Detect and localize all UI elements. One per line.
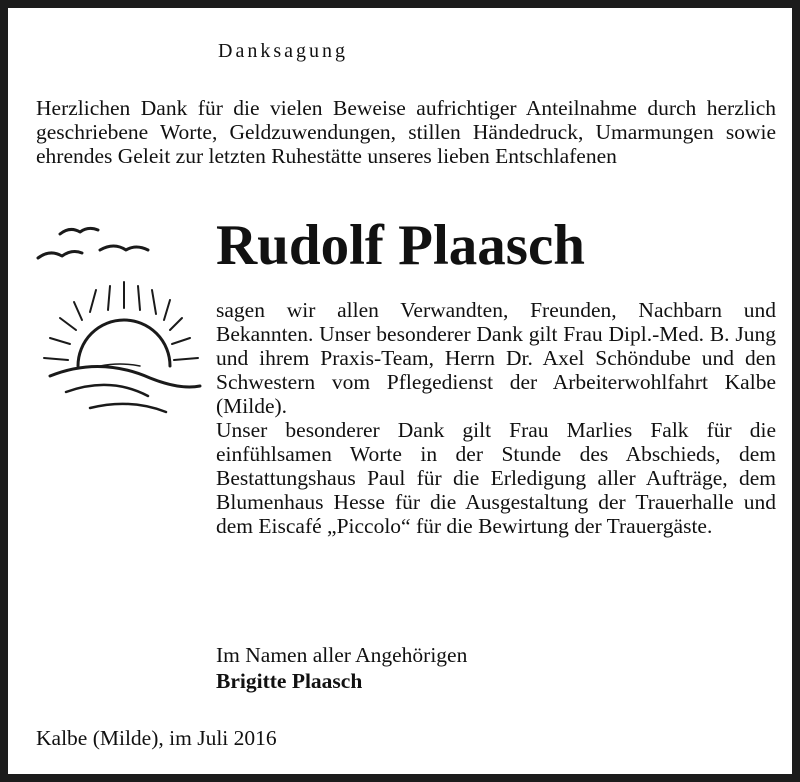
thanks-paragraph-2: Unser besonderer Dank gilt Frau Marlies Falk für die einfühlsamen Worte in der Stunde des Abschieds, dem Bestattungshaus Paul für die Erledigung aller Aufträge, dem Blumenhaus Hesse für die Ausgestaltung der Trauerhalle und dem Eiscafé „Piccolo“ für die Bewirtung der Trauergäste. <box>216 418 776 538</box>
sunset-birds-icon <box>30 216 210 426</box>
signoff <box>216 642 467 694</box>
body-text <box>216 298 776 538</box>
notice-heading: Danksagung <box>218 40 348 62</box>
signer-name: Brigitte Plaasch <box>216 669 363 693</box>
place-date: Kalbe (Milde), im Juli 2016 <box>36 726 277 750</box>
deceased-name: Rudolf Plaasch <box>216 214 585 277</box>
intro-paragraph: Herzlichen Dank für die vielen Beweise aufrichtiger Anteilnahme durch herzlich geschriebene Worte, Geldzuwendungen, stillen Händedruck, Umarmungen sowie ehrendes Geleit zur letzten Ruhestätte unseres lieben Entschlafenen <box>36 96 776 168</box>
signoff-line: Im Namen aller Angehörigen <box>216 643 468 667</box>
thanks-paragraph-1: sagen wir allen Verwandten, Freunden, Nachbarn und Bekannten. Unser besonderer Dank gilt Frau Dipl.-Med. B. Jung und ihrem Praxis-Team, Herrn Dr. Axel Schöndube und den Schwestern vom Pflegedienst der Arbeiterwohlfahrt Kalbe (Milde). <box>216 298 776 418</box>
